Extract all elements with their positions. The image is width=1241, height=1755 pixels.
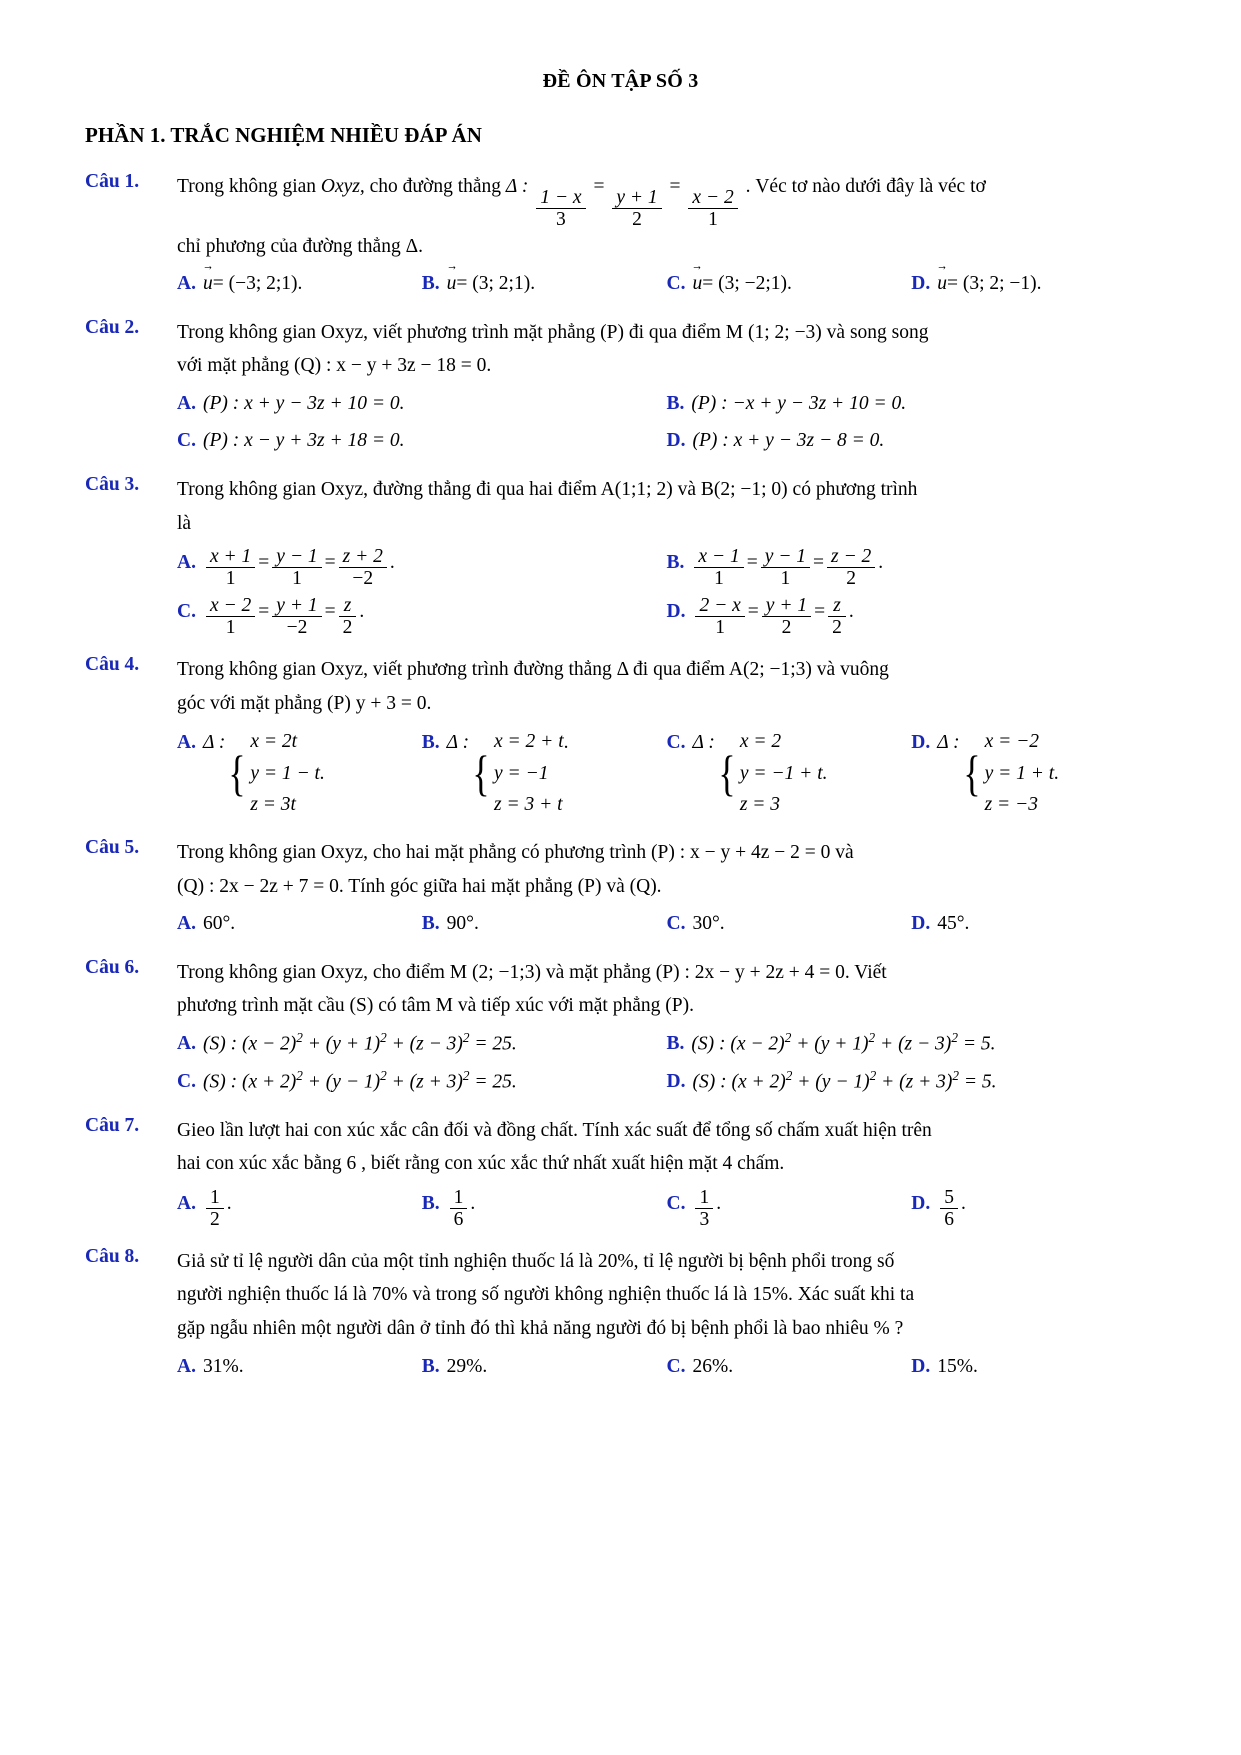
option-text: (S) : $(x + 2)^2 + (y - 1)^2 + (z + 3)^2 = 5$. — [692, 1067, 997, 1093]
fraction-numerator: z — [339, 595, 357, 617]
question-stem-line3: gặp ngẫu nhiên một người dân ở tỉnh đó thì khả năng người đó bị bệnh phổi là bao nhiêu % ? — [177, 1317, 904, 1339]
question-stem: Trong không gian Oxyz, viết phương trình đường thẳng Δ đi qua điểm A(2; −1;3) và vuông — [177, 659, 889, 681]
option-label: A. — [177, 1355, 196, 1377]
option-b[interactable]: B. $\frac{1}{6}$ . — [421, 1186, 476, 1230]
option-text: = (−3; 2;1). — [212, 273, 303, 295]
fraction-1 — [536, 187, 585, 230]
question-label: Câu 6. — [85, 956, 140, 978]
fraction-denominator: 3 — [699, 1208, 710, 1230]
question-stem: Trong không gian Oxyz, viết phương trình mặt phẳng (P) đi qua điểm M (1; 2; −3) và song song — [177, 321, 929, 343]
stem-text: Trong không gian — [177, 176, 321, 197]
delta-label: Δ : — [505, 176, 529, 197]
system-row: x = −2 — [984, 731, 1040, 753]
option-b[interactable] — [422, 267, 667, 301]
options-row — [177, 267, 1156, 301]
fraction-denominator: 6 — [944, 1208, 954, 1230]
option-label: D. — [666, 1070, 686, 1092]
system-row: x = 2 — [739, 731, 782, 753]
fraction-denominator: 1 — [708, 208, 718, 230]
option-label: B. — [666, 1032, 685, 1054]
question-8 — [85, 1245, 1156, 1383]
option-text: (P) : −x + y − 3z + 10 = 0. — [691, 392, 907, 414]
option-label: B. — [421, 1355, 440, 1377]
option-b[interactable] — [667, 387, 1157, 421]
system-row: x = 2t — [250, 731, 298, 753]
system-row: z = −3 — [984, 794, 1038, 816]
option-a[interactable] — [177, 907, 422, 941]
fraction-numerator: 1 — [206, 1187, 224, 1209]
option-d[interactable] — [911, 1350, 1156, 1384]
system-row: z = 3 — [739, 794, 781, 816]
question-label: Câu 4. — [85, 654, 140, 676]
option-a[interactable] — [177, 267, 422, 301]
option-b[interactable] — [422, 1350, 667, 1384]
options-row — [177, 726, 1156, 821]
option-a[interactable] — [177, 1027, 667, 1061]
option-text: (P) : x + y − 3z + 10 = 0. — [202, 392, 405, 414]
option-label: D. — [911, 1355, 931, 1377]
option-label: A. — [177, 732, 196, 754]
vector-symbol: u → — [447, 267, 457, 301]
option-prefix: Δ : — [937, 732, 960, 754]
options-row-1 — [177, 387, 1156, 421]
option-label: C. — [666, 732, 686, 754]
fraction-numerator: y + 1 — [612, 187, 661, 209]
question-stem: Giả sử tỉ lệ người dân của một tỉnh nghiện thuốc lá là 20%, tỉ lệ người bị bệnh phổi trong số — [177, 1250, 895, 1272]
fraction-denominator: 1 — [715, 617, 725, 639]
question-body — [177, 316, 1156, 458]
option-text: (P) : x + y − 3z − 8 = 0. — [692, 430, 885, 452]
fraction-numerator: 1 − x — [536, 187, 585, 209]
option-c[interactable]: C. $\frac{x - 2}{1}$ = $\frac{y + 1}{-2}$ = $\frac{z}{2}$ . — [177, 595, 365, 639]
option-d[interactable] — [667, 424, 1157, 458]
question-stem-line2: phương trình mặt cầu (S) có tâm M và tiếp xúc với mặt phẳng (P). — [177, 995, 694, 1017]
option-text: 29%. — [446, 1355, 488, 1377]
fraction-1 — [206, 546, 255, 589]
option-prefix: Δ : — [202, 732, 226, 754]
fraction-numerator: x − 2 — [206, 595, 255, 617]
fraction-denominator: −2 — [352, 568, 374, 590]
fraction-denominator: 2 — [342, 617, 353, 639]
system-row: z = 3 + t — [493, 794, 563, 816]
fraction-numerator: z — [828, 595, 846, 617]
fraction-denominator: −2 — [286, 617, 308, 639]
option-d[interactable] — [911, 267, 1156, 301]
option-suffix: . — [563, 732, 569, 754]
option-b[interactable]: B. $\frac{x - 1}{1}$ = $\frac{y - 1}{1}$ = $\frac{z - 2}{2}$ . — [666, 546, 884, 590]
options-row — [177, 1187, 1156, 1230]
stem-text-3: . Véc tơ nào dưới đây là véc tơ — [745, 176, 986, 197]
options-row-2 — [177, 1065, 1156, 1099]
brace-icon: { — [228, 745, 246, 801]
fraction-numerator: x + 1 — [206, 546, 255, 568]
option-label: A. — [177, 913, 196, 935]
brace-icon: { — [472, 745, 490, 801]
question-6 — [85, 956, 1156, 1099]
option-a[interactable] — [177, 387, 667, 421]
option-a[interactable]: A. $\frac{1}{2}$ . — [177, 1186, 232, 1230]
option-text: = (3; 2;1). — [456, 273, 536, 295]
fraction-2 — [272, 595, 321, 638]
question-label: Câu 1. — [85, 171, 140, 192]
option-prefix: Δ : — [692, 732, 715, 754]
fraction-numerator: y − 1 — [761, 546, 810, 568]
fraction-numerator: y + 1 — [272, 595, 321, 617]
fraction-numerator: 2 − x — [695, 595, 744, 617]
options-row-1 — [177, 1027, 1156, 1061]
question-stem-line2: người nghiện thuốc lá là 70% và trong số người không nghiện thuốc lá là 15%. Xác suất khi ta — [177, 1284, 915, 1306]
option-text: (S) : $(x + 2)^2 + (y - 1)^2 + (z + 3)^2 = 25$. — [202, 1067, 517, 1093]
fraction-3 — [827, 546, 875, 589]
options-row — [177, 907, 1156, 941]
fraction-denominator: 3 — [556, 208, 566, 230]
option-label: D. — [911, 913, 931, 935]
option-b[interactable] — [667, 1027, 1157, 1061]
option-label: A. — [177, 392, 196, 414]
option-label: D. — [666, 430, 686, 452]
equation-system — [469, 726, 564, 821]
question-label: Câu 7. — [85, 1114, 140, 1136]
fraction-1 — [206, 595, 255, 638]
option-d[interactable]: D. $\frac{5}{6}$ . — [911, 1186, 966, 1230]
fraction-3 — [828, 595, 846, 638]
option-label: A. — [177, 1032, 196, 1054]
option-label: B. — [421, 913, 440, 935]
option-c[interactable] — [667, 726, 912, 821]
question-body — [177, 473, 1156, 638]
option-label: B. — [421, 273, 440, 295]
system-row: y = −1 + t. — [739, 762, 828, 784]
fraction-1 — [695, 595, 744, 638]
option-d[interactable] — [911, 726, 1156, 821]
fraction-denominator: 1 — [225, 617, 236, 639]
question-stem: Trong không gian Oxyz, cho đường thẳng Δ : $\frac{1 - x}{3}$ = $\frac{y + 1}{2}$ = $\frac{x - 2}{1}$ . Véc tơ nào dưới đây là véc tơ — [177, 176, 986, 230]
option-label: D. — [666, 601, 686, 623]
option-label: C. — [666, 1355, 686, 1377]
question-body — [177, 1114, 1156, 1230]
fraction-numerator: y − 1 — [272, 546, 321, 568]
fraction-denominator: 2 — [832, 617, 842, 639]
option-text: 30°. — [692, 913, 725, 935]
question-body — [177, 956, 1156, 1099]
option-text: 15%. — [937, 1355, 978, 1377]
equation-system — [225, 726, 324, 821]
fraction-2 — [762, 595, 811, 638]
system-row: y = 1 − t. — [250, 762, 325, 784]
option-text: 45°. — [937, 913, 970, 935]
question-stem: Trong không gian Oxyz, cho điểm M (2; −1;3) và mặt phẳng (P) : 2x − y + 2z + 4 = 0. Viết — [177, 961, 887, 983]
option-c[interactable] — [177, 424, 667, 458]
stem-oxyz: Oxyz, — [320, 176, 365, 197]
fraction-numerator: 5 — [940, 1187, 958, 1209]
fraction — [450, 1187, 468, 1230]
stem-text-2: cho đường thẳng — [364, 176, 506, 197]
question-body — [177, 1245, 1156, 1383]
option-a[interactable] — [177, 726, 422, 821]
question-stem: Trong không gian Oxyz, cho hai mặt phẳng có phương trình (P) : x − y + 4z − 2 = 0 và — [177, 842, 854, 864]
option-b[interactable] — [422, 907, 667, 941]
question-stem-line2: là — [177, 512, 192, 534]
system-row: z = 3t — [250, 794, 296, 816]
question-label: Câu 3. — [85, 474, 140, 495]
option-label: C. — [666, 273, 686, 295]
fraction-denominator: 2 — [632, 208, 642, 230]
option-label: D. — [911, 732, 931, 754]
option-label: D. — [911, 273, 931, 295]
equation-system — [715, 726, 828, 821]
fraction — [940, 1187, 958, 1230]
option-text: 90°. — [446, 913, 479, 935]
question-stem-line2: (Q) : 2x − 2z + 7 = 0. Tính góc giữa hai mặt phẳng (P) và (Q). — [177, 875, 662, 897]
question-5 — [85, 836, 1156, 941]
question-stem-line2: góc với mặt phẳng (P) y + 3 = 0. — [177, 692, 432, 714]
option-label: A. — [177, 273, 196, 295]
option-text: (P) : x − y + 3z + 18 = 0. — [202, 430, 405, 452]
option-c[interactable] — [667, 907, 912, 941]
question-body — [177, 170, 1156, 301]
fraction — [695, 1187, 713, 1230]
equation-system — [960, 726, 1059, 821]
option-prefix: Δ : — [446, 732, 470, 754]
fraction-2 — [612, 187, 661, 230]
fraction-numerator: z + 2 — [339, 546, 387, 568]
option-b[interactable] — [422, 726, 667, 821]
option-c[interactable]: C. $\frac{1}{3}$ . — [666, 1186, 722, 1230]
system-row: x = 2 + t — [493, 731, 564, 753]
fraction-numerator: 1 — [695, 1187, 713, 1209]
option-text: (S) : $(x - 2)^2 + (y + 1)^2 + (z - 3)^2 = 25$. — [202, 1029, 517, 1055]
fraction-denominator: 1 — [714, 568, 724, 590]
option-label: B. — [421, 732, 440, 754]
options-row-1 — [177, 546, 1156, 589]
fraction-numerator: x − 1 — [694, 546, 743, 568]
option-label: B. — [666, 392, 685, 414]
question-stem-line2: với mặt phẳng (Q) : x − y + 3z − 18 = 0. — [177, 355, 492, 377]
question-label: Câu 5. — [85, 837, 140, 859]
option-label: C. — [177, 430, 196, 452]
brace-icon: { — [963, 745, 981, 801]
question-body — [177, 653, 1156, 821]
option-label: C. — [177, 1070, 196, 1092]
options-row-2 — [177, 424, 1156, 458]
options-row — [177, 1350, 1156, 1384]
fraction-3 — [688, 187, 737, 230]
fraction-numerator: x − 2 — [688, 187, 737, 209]
question-label: Câu 8. — [85, 1245, 140, 1267]
fraction-denominator: 1 — [292, 568, 302, 590]
question-label: Câu 2. — [85, 316, 140, 338]
question-2 — [85, 316, 1156, 458]
option-a[interactable] — [177, 1350, 422, 1384]
fraction-denominator: 2 — [781, 617, 792, 639]
page-title: ĐỀ ÔN TẬP SỐ 3 — [542, 70, 699, 92]
fraction-numerator: y + 1 — [762, 595, 811, 617]
vector-symbol: u → — [203, 267, 213, 301]
section-heading: PHẦN 1. TRẮC NGHIỆM NHIỀU ĐÁP ÁN — [85, 123, 482, 147]
option-c[interactable] — [667, 267, 912, 301]
option-c[interactable] — [177, 1065, 667, 1099]
option-d[interactable] — [667, 1065, 1157, 1099]
question-stem-line2: chỉ phương của đường thẳng Δ. — [177, 235, 424, 257]
fraction-2 — [272, 546, 321, 589]
vector-symbol: u → — [692, 267, 702, 301]
fraction-3 — [339, 595, 357, 638]
fraction-2 — [761, 546, 810, 589]
option-label: D. — [911, 1192, 931, 1214]
option-label: A. — [177, 552, 196, 574]
fraction-numerator: 1 — [450, 1187, 468, 1209]
options-row-2 — [177, 595, 1156, 638]
fraction-denominator: 1 — [225, 568, 236, 590]
option-d[interactable] — [911, 907, 1156, 941]
option-c[interactable] — [667, 1350, 912, 1384]
fraction — [206, 1187, 224, 1230]
option-text: 60°. — [202, 913, 236, 935]
brace-icon: { — [718, 745, 736, 801]
question-stem: Trong không gian Oxyz, đường thẳng đi qua hai điểm A(1;1; 2) và B(2; −1; 0) có phương trình — [177, 479, 918, 500]
option-a[interactable]: A. $\frac{x + 1}{1}$ = $\frac{y - 1}{1}$ = $\frac{z + 2}{-2}$ . — [177, 546, 395, 590]
option-label: B. — [421, 1192, 440, 1214]
option-d[interactable]: D. $\frac{2 - x}{1}$ = $\frac{y + 1}{2}$ = $\frac{z}{2}$ . — [666, 595, 854, 639]
option-text: = (3; −2;1). — [702, 273, 792, 295]
option-label: B. — [666, 552, 685, 574]
option-text: (S) : $(x - 2)^2 + (y + 1)^2 + (z - 3)^2 = 5$. — [691, 1029, 996, 1055]
question-body — [177, 836, 1156, 941]
question-7 — [85, 1114, 1156, 1230]
fraction-denominator: 1 — [780, 568, 791, 590]
vector-symbol: u → — [937, 267, 947, 301]
option-label: A. — [177, 1192, 196, 1214]
fraction-denominator: 6 — [453, 1208, 464, 1230]
fraction-denominator: 2 — [846, 568, 857, 590]
fraction-1 — [694, 546, 743, 589]
system-row: y = −1 — [493, 762, 549, 784]
question-stem-line2: hai con xúc xắc bằng 6 , biết rằng con xúc xắc thứ nhất xuất hiện mặt 4 chấm. — [177, 1153, 785, 1175]
option-text: = (3; 2; −1). — [946, 273, 1042, 295]
question-stem: Gieo lần lượt hai con xúc xắc cân đối và đồng chất. Tính xác suất để tổng số chấm xuất hiện trên — [177, 1119, 932, 1141]
question-3 — [85, 473, 1156, 638]
question-1 — [85, 170, 1156, 301]
system-row: y = 1 + t. — [984, 762, 1060, 784]
question-4 — [85, 653, 1156, 821]
fraction-numerator: z − 2 — [827, 546, 875, 568]
option-text: 31%. — [202, 1355, 244, 1377]
option-text: 26%. — [692, 1355, 734, 1377]
option-label: C. — [177, 601, 196, 623]
fraction-denominator: 2 — [209, 1208, 220, 1230]
option-label: C. — [666, 913, 686, 935]
option-label: C. — [666, 1192, 686, 1214]
fraction-3 — [339, 546, 387, 589]
